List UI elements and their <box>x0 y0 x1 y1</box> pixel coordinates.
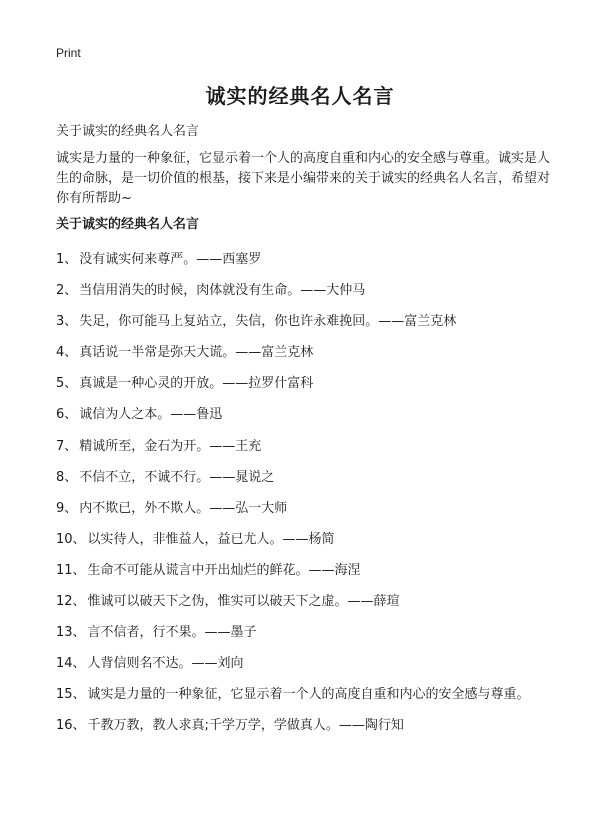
quote-text: 不信不立，不诚不行。——晁说之 <box>79 469 275 485</box>
quote-number: 12、 <box>56 594 86 610</box>
quote-item <box>56 306 576 337</box>
quote-item <box>56 399 576 430</box>
quote-text: 失足，你可能马上复站立，失信，你也许永难挽回。——富兰克林 <box>79 314 457 330</box>
quote-text: 诚实是力量的一种象征，它显示着一个人的高度自重和内心的安全感与尊重。 <box>87 687 530 703</box>
quote-item <box>56 493 576 524</box>
quote-number: 8、 <box>56 469 78 485</box>
quote-number: 16、 <box>56 718 86 734</box>
quote-number: 15、 <box>56 687 86 703</box>
quote-number: 7、 <box>56 438 78 454</box>
quote-item <box>56 431 576 462</box>
quote-number: 10、 <box>56 531 86 547</box>
quote-number: 14、 <box>56 656 86 672</box>
quote-number: 11、 <box>56 562 86 578</box>
quote-item <box>56 337 576 368</box>
quote-item <box>56 586 576 617</box>
page-title: 诚实的经典名人名言 <box>205 84 395 108</box>
quote-text: 以实待人，非惟益人，益已尤人。——杨简 <box>87 531 335 547</box>
quote-text: 精诚所至，金石为开。——王充 <box>79 438 262 454</box>
quote-item <box>56 368 576 399</box>
quote-item <box>56 710 576 741</box>
quote-number: 5、 <box>56 376 78 392</box>
quote-item <box>56 555 576 586</box>
intro-paragraph: 诚实是力量的一种象征，它显示着一个人的高度自重和内心的安全感与尊重。诚实是人生的命脉，是一切价值的根基，接下来是小编带来的关于诚实的经典名人名言，希望对你有所帮助~ <box>56 151 551 206</box>
quote-item <box>56 679 576 710</box>
quote-number: 13、 <box>56 625 86 641</box>
quote-text: 真话说一半常是弥天大谎。——富兰克林 <box>79 345 314 361</box>
quote-text: 当信用消失的时候，肉体就没有生命。——大仲马 <box>79 283 366 299</box>
quote-number: 3、 <box>56 314 78 330</box>
quote-item <box>56 617 576 648</box>
quote-text: 没有诚实何来尊严。——西塞罗 <box>79 252 262 267</box>
quote-text: 言不信者，行不果。——墨子 <box>87 625 257 641</box>
quote-item <box>56 244 576 275</box>
quote-text: 内不欺已，外不欺人。——弘一大师 <box>79 500 288 516</box>
quote-text: 惟诚可以破天下之伪，惟实可以破天下之虚。——薛瑄 <box>87 594 400 610</box>
quote-item <box>56 275 576 306</box>
quote-number: 9、 <box>56 500 78 516</box>
print-link[interactable]: Print <box>56 46 81 60</box>
quote-number: 1、 <box>56 252 78 267</box>
subtitle: 关于诚实的经典名人名言 <box>56 124 200 139</box>
quote-item <box>56 648 576 679</box>
quote-text: 诚信为人之本。——鲁迅 <box>79 407 223 423</box>
quote-text: 真诚是一种心灵的开放。——拉罗什富科 <box>79 376 314 392</box>
quote-number: 4、 <box>56 345 78 361</box>
quote-text: 人背信则名不达。——刘向 <box>87 656 244 672</box>
quote-text: 生命不可能从谎言中开出灿烂的鲜花。——海涅 <box>87 562 361 578</box>
section-heading: 关于诚实的经典名人名言 <box>56 217 200 232</box>
quote-item <box>56 462 576 493</box>
quote-item <box>56 524 576 555</box>
quote-number: 6、 <box>56 407 78 423</box>
quote-list <box>56 244 576 742</box>
quote-text: 千教万教，教人求真;千学万学，学做真人。——陶行知 <box>87 718 404 734</box>
quote-number: 2、 <box>56 283 78 299</box>
